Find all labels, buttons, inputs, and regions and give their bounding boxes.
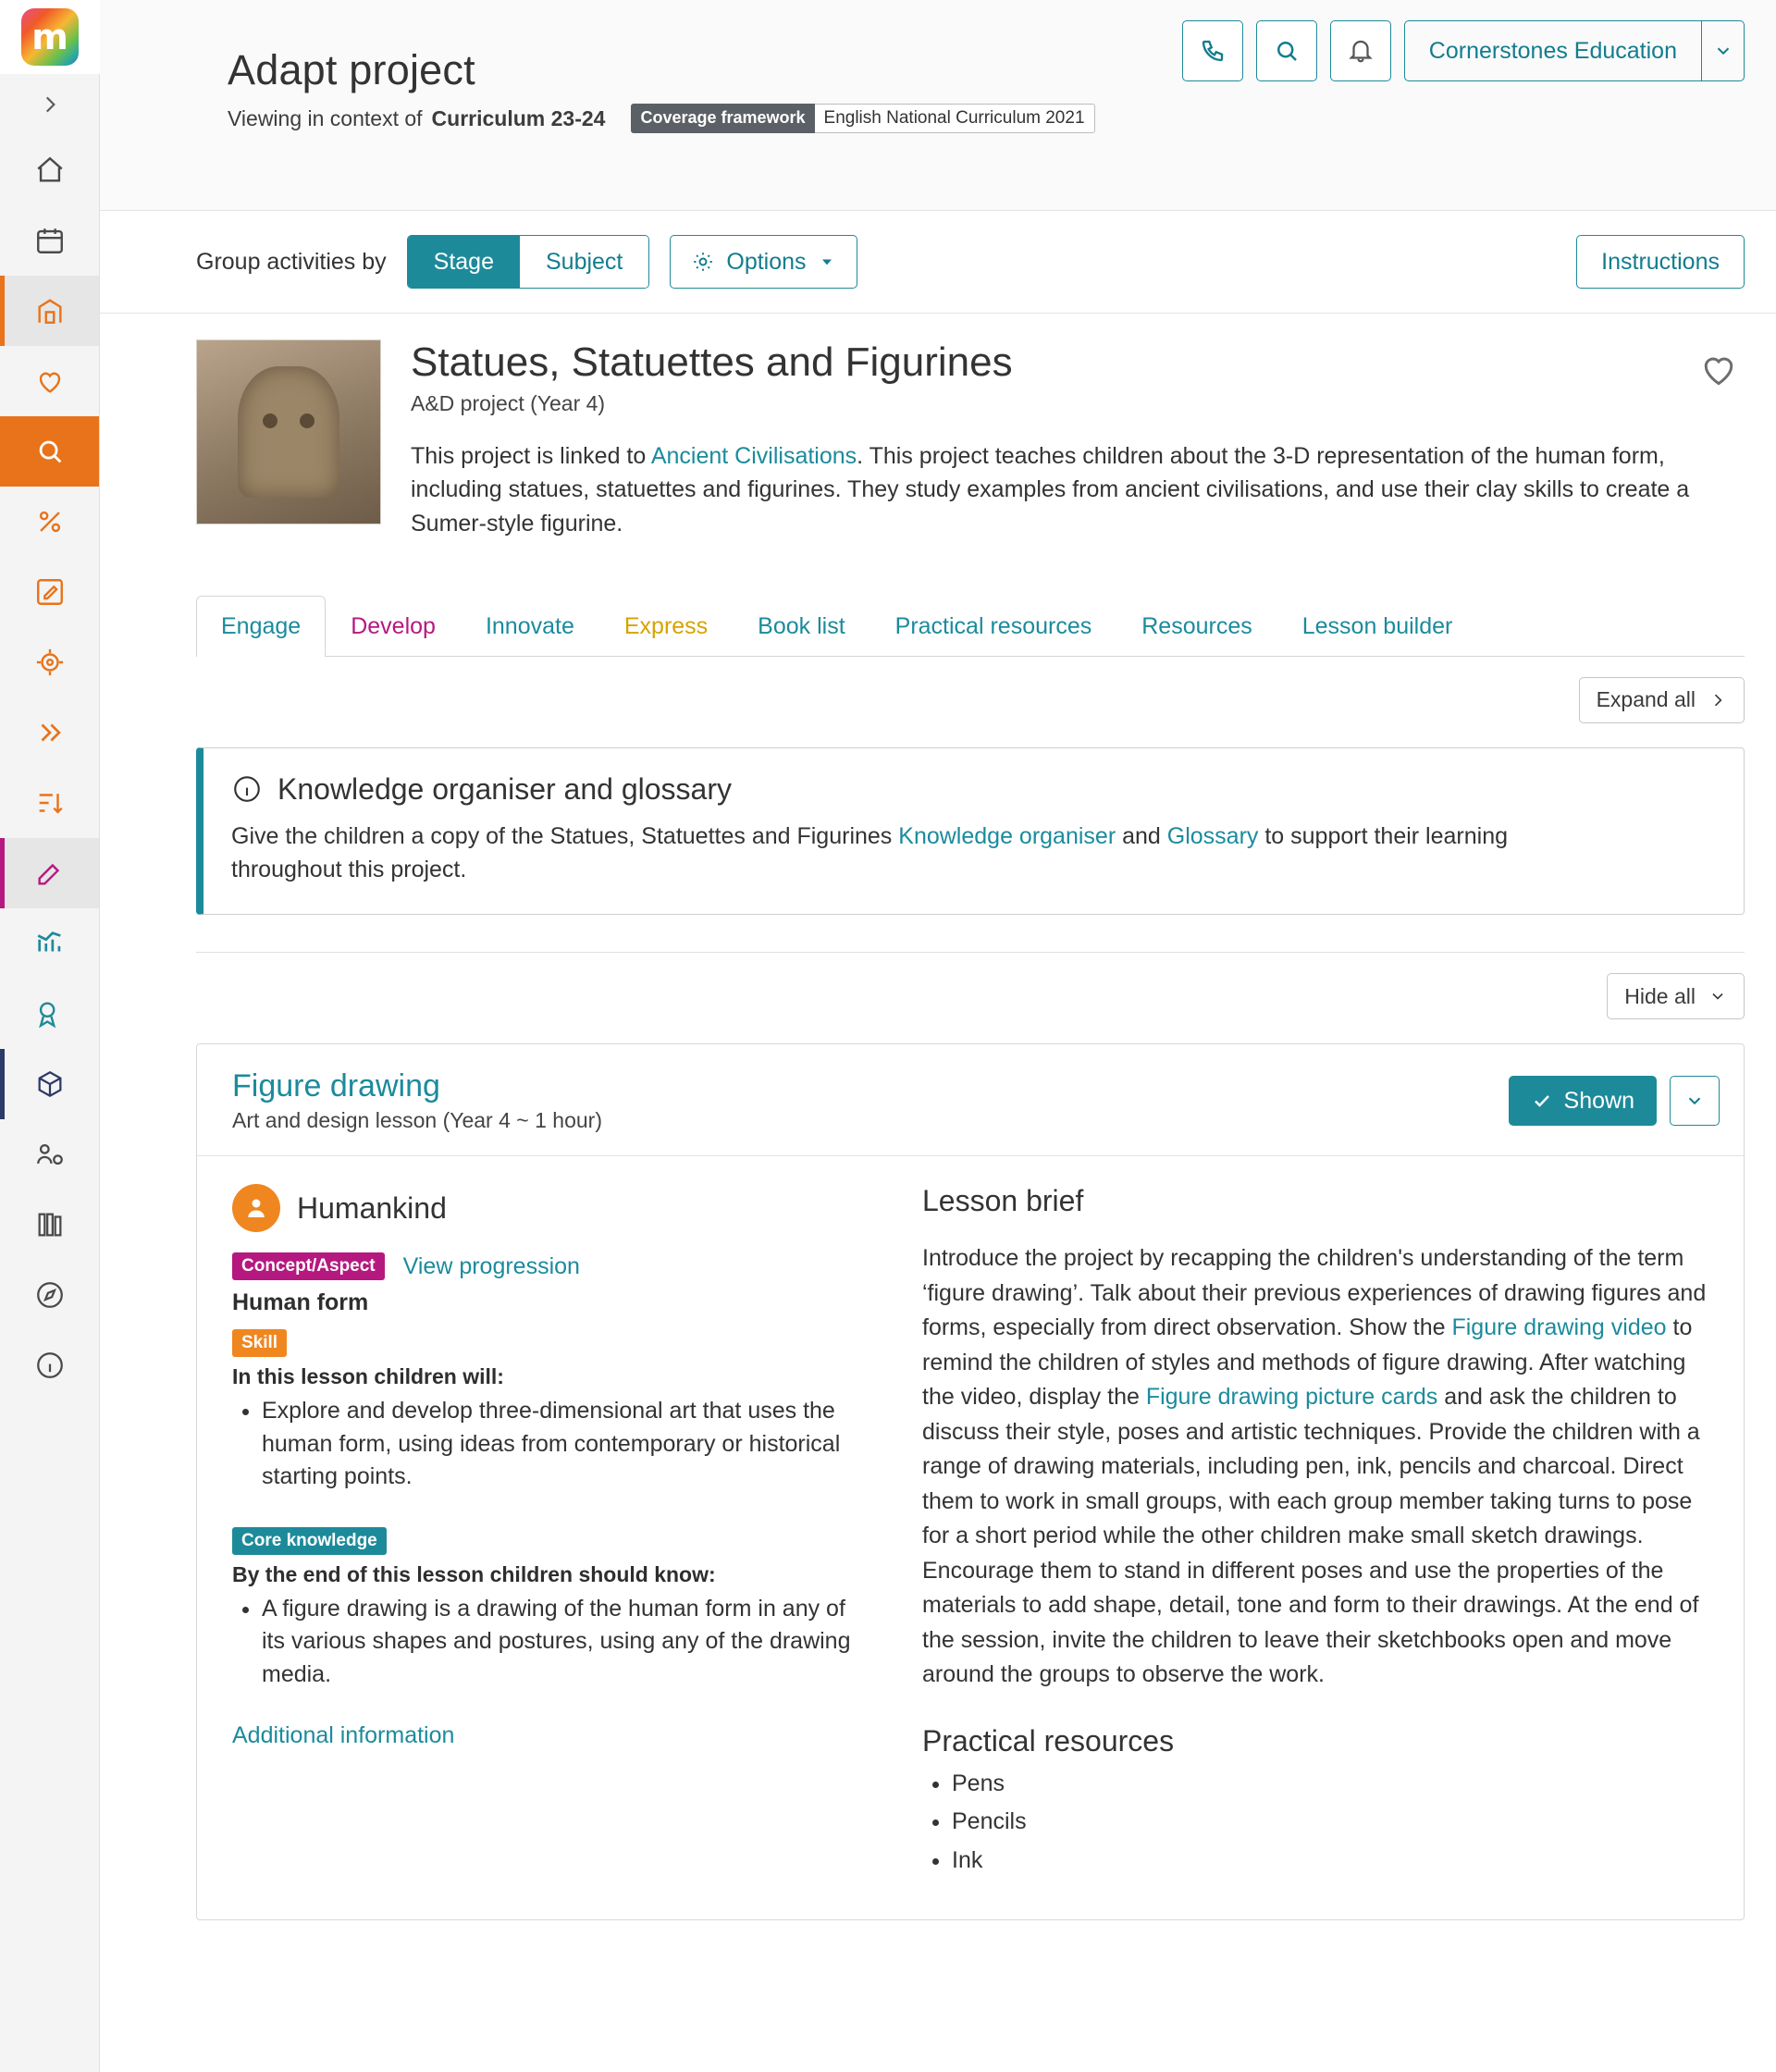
knowledge-organiser-callout xyxy=(196,747,1745,916)
chevron-down-icon xyxy=(1713,41,1733,61)
sidebar-item-search[interactable] xyxy=(0,416,99,487)
lesson-header-text xyxy=(232,1068,602,1133)
calendar-icon xyxy=(34,225,66,256)
concept-aspect-row xyxy=(232,1252,870,1280)
tab-book-list[interactable]: Book list xyxy=(758,612,845,639)
tab-resources[interactable]: Resources xyxy=(1141,612,1252,639)
assess-indicator xyxy=(0,838,5,908)
sidebar-item-sort[interactable] xyxy=(0,768,99,838)
group-by-toggle[interactable] xyxy=(407,235,650,289)
hide-all-label: Hide all xyxy=(1624,983,1696,1008)
logo-mark: m xyxy=(21,8,79,66)
practical-resources-heading: Practical resources xyxy=(922,1723,1175,1758)
options-button[interactable] xyxy=(670,235,857,289)
lesson-title[interactable]: Figure drawing xyxy=(232,1068,440,1104)
page-title: Adapt project xyxy=(228,46,475,93)
header-actions xyxy=(1182,20,1745,81)
sidebar-item-explore[interactable] xyxy=(0,1260,99,1330)
sidebar-item-assess[interactable] xyxy=(0,838,99,908)
core-knowledge-block xyxy=(232,1527,870,1692)
chevron-down-icon xyxy=(1684,1091,1705,1111)
lesson-body xyxy=(197,1156,1744,1919)
page-header xyxy=(100,0,1776,211)
callout-text-1: Give the children a copy of the Statues, Statuettes and Figurines xyxy=(231,822,899,849)
sidebar-item-targets[interactable] xyxy=(0,627,99,697)
tab-innovate[interactable]: Innovate xyxy=(485,612,574,639)
chevron-down-icon xyxy=(818,253,836,271)
school-icon xyxy=(34,295,66,327)
brief-part3: and ask the children to discuss their style, poses and artistic techniques. Provide the children with a range of drawing materials, including pen, ink, pencils and charcoal. Direct them to work in small groups, with each group member taking turns to pose for a short period while the other children make small sketch drawings. Encourage them to stand in different poses and use the properties of the materials to add shape, detail, tone and form to their drawings. At the end of the session, invite the children to leave their sketchbooks open and move around the groups to observe the work. xyxy=(922,1384,1700,1688)
core-knowledge-heading: By the end of this lesson children should know: xyxy=(232,1561,716,1586)
expand-all-label: Expand all xyxy=(1596,687,1696,712)
sidebar-item-skip[interactable] xyxy=(0,697,99,768)
sidebar-item-home[interactable] xyxy=(0,135,99,205)
human-form-label: Human form xyxy=(232,1289,369,1316)
callout-title: Knowledge organiser and glossary xyxy=(278,771,732,806)
relief-eye-right xyxy=(300,413,314,428)
sidebar-expand-toggle[interactable] xyxy=(0,74,99,135)
books-icon xyxy=(34,1209,66,1240)
sidebar-item-info[interactable] xyxy=(0,1330,99,1400)
search-icon xyxy=(1273,37,1301,65)
avatar xyxy=(232,1184,280,1232)
concept-aspect-chip: Concept/Aspect xyxy=(232,1252,385,1280)
list-item: • Pens xyxy=(952,1768,1708,1801)
badge-icon xyxy=(34,998,66,1030)
chevron-right-icon xyxy=(1708,691,1727,709)
bell-icon xyxy=(1347,37,1375,65)
brief-part2: to remind the children of styles and methods of figure drawing. After watching the video, display the xyxy=(922,1314,1693,1411)
heart-icon xyxy=(34,365,66,397)
sidebar-item-favourites[interactable] xyxy=(0,346,99,416)
tab-engage[interactable]: Engage xyxy=(196,596,326,657)
person-icon xyxy=(242,1194,270,1222)
double-chevron-icon xyxy=(34,717,66,748)
group-activities-bar xyxy=(100,211,1776,314)
info-circle-icon xyxy=(231,773,263,805)
relief-figure xyxy=(238,366,340,499)
expand-all-button[interactable] xyxy=(1579,677,1745,723)
favourite-button[interactable] xyxy=(1698,349,1739,394)
heart-outline-icon xyxy=(1698,349,1739,389)
callout-heading xyxy=(231,772,1716,807)
lesson-brief-text xyxy=(922,1241,1708,1693)
coverage-framework xyxy=(631,104,1094,133)
account-caret[interactable] xyxy=(1701,21,1744,80)
account-menu[interactable] xyxy=(1404,20,1745,81)
skill-heading: In this lesson children will: xyxy=(232,1364,504,1389)
brief-part1: Introduce the project by recapping the children's understanding of the term ‘figure drawing’. Talk about their previous experiences of drawing figures and forms, especially from direct observation. Show the xyxy=(922,1245,1707,1341)
spacer xyxy=(232,1499,870,1527)
group-activities-label: Group activities by xyxy=(196,248,387,275)
project-desc-part2: . This project teaches children about the 3-D representation of the human form, including statues, statuettes and figurines. They study examples from ancient civilisations, and use their clay skills to create a Sumer-style figurine. xyxy=(411,443,1690,536)
figure-drawing-picture-cards-link[interactable]: Figure drawing picture cards xyxy=(1145,1384,1438,1411)
concept-header xyxy=(232,1184,870,1232)
sort-icon xyxy=(34,787,66,819)
people-gear-icon xyxy=(34,1139,66,1170)
list-item: • Ink xyxy=(952,1844,1708,1878)
practical-resources-list xyxy=(922,1768,1708,1878)
list-item: • Pencils xyxy=(952,1806,1708,1839)
expand-all-row xyxy=(100,657,1776,723)
chart-icon xyxy=(34,928,66,959)
knowledge-organiser-link[interactable]: Knowledge organiser xyxy=(898,822,1116,849)
lesson-collapse-button[interactable] xyxy=(1670,1076,1720,1126)
search-button[interactable] xyxy=(1256,20,1317,81)
percent-icon xyxy=(34,506,66,537)
info-icon xyxy=(34,1350,66,1381)
check-icon xyxy=(1531,1090,1553,1112)
lesson-brief-heading: Lesson brief xyxy=(922,1184,1084,1218)
instructions-button[interactable]: Instructions xyxy=(1576,235,1745,289)
lesson-header xyxy=(197,1044,1744,1156)
sidebar-item-projects[interactable] xyxy=(0,276,99,346)
lesson-right-column xyxy=(922,1184,1708,1882)
compass-icon xyxy=(34,1279,66,1311)
search-icon xyxy=(34,436,66,467)
cube-icon xyxy=(34,1068,66,1100)
glossary-link[interactable]: Glossary xyxy=(1166,822,1259,849)
lesson-card xyxy=(196,1043,1745,1920)
shown-toggle-button[interactable] xyxy=(1509,1076,1657,1126)
sidebar-item-calendar[interactable] xyxy=(0,205,99,276)
coverage-label: Coverage framework xyxy=(631,104,814,133)
figure-drawing-video-link[interactable]: Figure drawing video xyxy=(1451,1314,1667,1341)
shown-label: Shown xyxy=(1563,1087,1634,1114)
core-knowledge-chip: Core knowledge xyxy=(232,1527,387,1555)
edit-icon xyxy=(34,857,66,889)
context-prefix: Viewing in context of xyxy=(228,105,423,130)
tab-express[interactable]: Express xyxy=(623,612,709,639)
skill-block xyxy=(232,1329,870,1494)
project-desc-part1: This project is linked to xyxy=(411,443,651,469)
project-body xyxy=(381,339,1745,563)
app-logo[interactable] xyxy=(0,0,100,74)
list-item: • A figure drawing is a drawing of the human form in any of its various shapes and postures, using any of the drawing media. xyxy=(262,1593,870,1692)
callout-text-3: to support their learning throughout this project. xyxy=(231,822,1509,882)
curriculum-indicator xyxy=(0,1049,5,1119)
skill-list xyxy=(232,1395,870,1494)
lesson-header-actions xyxy=(1509,1076,1720,1126)
lesson-left-column xyxy=(232,1184,870,1882)
chevron-down-icon xyxy=(1708,987,1727,1005)
callout-body xyxy=(231,820,1619,887)
sidebar-item-people[interactable] xyxy=(0,1119,99,1190)
phone-button[interactable] xyxy=(1182,20,1243,81)
project-summary xyxy=(100,314,1776,563)
core-knowledge-list xyxy=(232,1593,870,1692)
active-indicator xyxy=(0,276,5,346)
sidebar-item-adapt[interactable] xyxy=(0,557,99,627)
account-name: Cornerstones Education xyxy=(1428,37,1677,64)
tab-lesson-builder[interactable]: Lesson builder xyxy=(1301,612,1453,639)
main-content xyxy=(100,0,1776,2072)
sidebar-item-curriculum[interactable] xyxy=(0,1049,99,1119)
options-label: Options xyxy=(726,248,807,275)
project-subtitle: A&D project (Year 4) xyxy=(411,391,606,415)
target-icon xyxy=(34,647,66,678)
project-title: Statues, Statuettes and Figurines xyxy=(411,339,1013,385)
project-tabs xyxy=(196,595,1745,657)
group-by-stage[interactable]: Stage xyxy=(408,236,520,288)
sidebar-item-library[interactable] xyxy=(0,1190,99,1260)
chevron-right-icon xyxy=(38,92,62,117)
sidebar xyxy=(0,0,100,2072)
callout-text-2: and xyxy=(1116,822,1167,849)
phone-icon xyxy=(1199,37,1227,65)
notifications-button[interactable] xyxy=(1330,20,1391,81)
lesson-subtitle: Art and design lesson (Year 4 ~ 1 hour) xyxy=(232,1108,602,1133)
concept-name: Humankind xyxy=(297,1190,447,1225)
coverage-value: English National Curriculum 2021 xyxy=(815,104,1095,133)
group-by-subject[interactable]: Subject xyxy=(520,236,648,288)
context-line xyxy=(228,104,1745,133)
hide-all-row xyxy=(100,953,1776,1019)
project-description xyxy=(411,439,1745,540)
home-icon xyxy=(34,154,66,186)
pencil-square-icon xyxy=(34,576,66,608)
gear-icon xyxy=(691,250,715,274)
additional-information-link[interactable]: Additional information xyxy=(232,1722,455,1749)
context-value: Curriculum 23-24 xyxy=(431,105,606,130)
tab-practical-resources[interactable]: Practical resources xyxy=(894,612,1092,639)
linked-project-link[interactable]: Ancient Civilisations xyxy=(650,443,857,469)
list-item: • Explore and develop three-dimensional art that uses the human form, using ideas from contemporary or historical starting points. xyxy=(262,1395,870,1494)
sidebar-item-insight[interactable] xyxy=(0,979,99,1049)
project-thumbnail xyxy=(196,339,381,524)
tab-develop[interactable]: Develop xyxy=(351,612,436,639)
skill-chip: Skill xyxy=(232,1329,287,1357)
sidebar-item-reports[interactable] xyxy=(0,908,99,979)
sidebar-item-coverage[interactable] xyxy=(0,487,99,557)
view-progression-link[interactable]: View progression xyxy=(402,1252,580,1279)
hide-all-button[interactable] xyxy=(1607,973,1745,1019)
